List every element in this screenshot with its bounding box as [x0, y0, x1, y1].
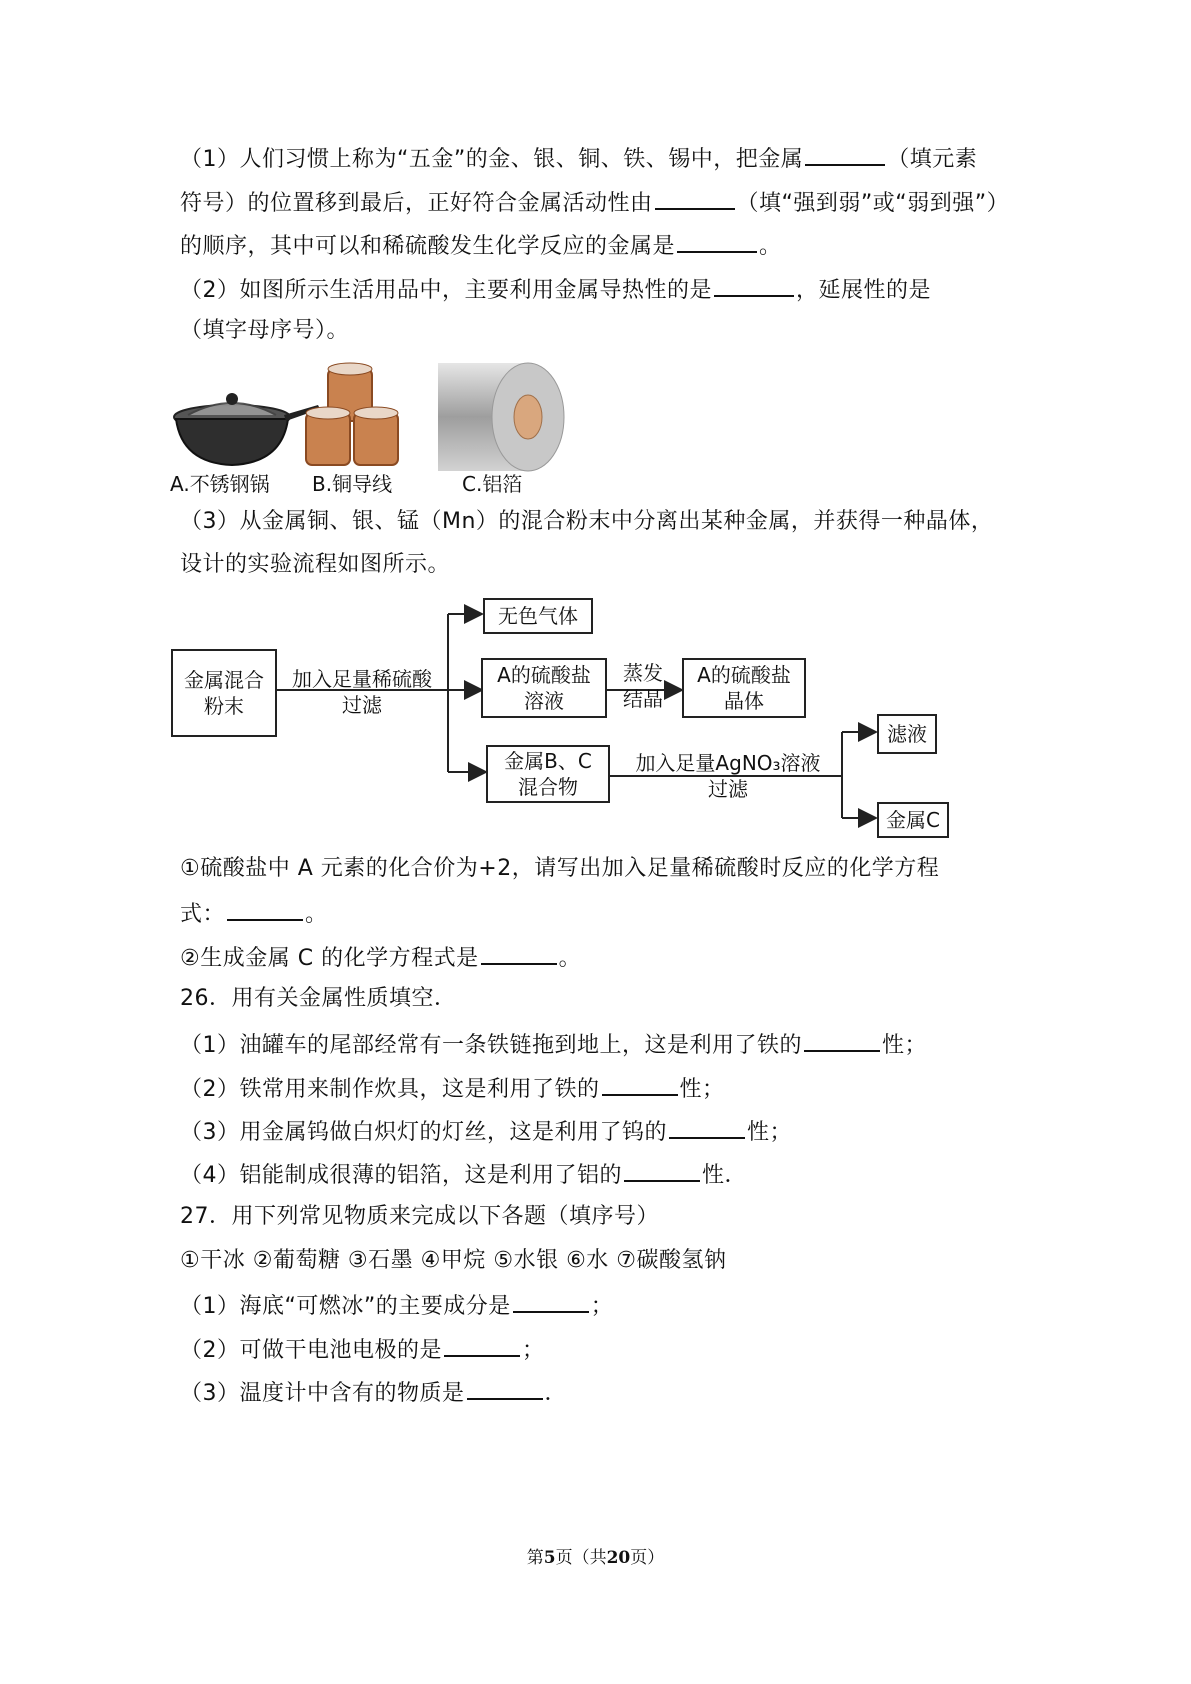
q25-3-sub1-line1: ①硫酸盐中 A 元素的化合价为+2，请写出加入足量稀硫酸时反应的化学方程 [180, 856, 940, 881]
q25-2-line2: （填字母序号）。 [180, 318, 350, 343]
q25-2-line1: （2）如图所示生活用品中，主要利用金属导热性的是 ，延展性的是 [180, 273, 931, 306]
q27-title: 27．用下列常见物质来完成以下各题（填序号） [180, 1204, 659, 1229]
q26-title: 26．用有关金属性质填空． [180, 986, 457, 1011]
flow-box-mixture: 金属混合 粉末 [171, 649, 277, 737]
page-number: 5 [543, 1548, 556, 1568]
caption-c: C.铝箔 [462, 472, 523, 496]
q26-2: （2）铁常用来制作炊具，这是利用了铁的 性； [180, 1072, 725, 1105]
flow-box-metal-c: 金属C [877, 802, 949, 838]
answer-blank[interactable] [669, 1115, 745, 1139]
answer-blank[interactable] [602, 1072, 678, 1096]
flow-box-bc-mixture: 金属B、C 混合物 [486, 745, 610, 803]
flow-label-evaporate: 蒸发 结晶 [623, 661, 663, 711]
page-total: 20 [606, 1548, 631, 1568]
answer-blank[interactable] [624, 1158, 700, 1182]
q26-1: （1）油罐车的尾部经常有一条铁链拖到地上，这是利用了铁的 性； [180, 1028, 927, 1061]
flow-box-gas: 无色气体 [483, 598, 593, 634]
q25-1-line1: （1）人们习惯上称为“五金”的金、银、铜、铁、锡中，把金属 （填元素 [180, 142, 977, 175]
q25-3-sub2: ②生成金属 C 的化学方程式是 。 [180, 941, 581, 974]
flow-box-a-crystal: A的硫酸盐 晶体 [682, 658, 806, 718]
q26-3: （3）用金属钨做白炽灯的灯丝，这是利用了钨的 性； [180, 1115, 792, 1148]
q25-1-line3: 的顺序，其中可以和稀硫酸发生化学反应的金属是 。 [180, 229, 782, 262]
caption-a: A.不锈钢锅 [170, 472, 270, 496]
q27-options: ①干冰 ②葡萄糖 ③石墨 ④甲烷 ⑤水银 ⑥水 ⑦碳酸氢钠 [180, 1248, 727, 1273]
flow-box-a-solution: A的硫酸盐 溶液 [481, 658, 607, 718]
answer-blank[interactable] [804, 1028, 880, 1052]
answer-blank[interactable] [513, 1289, 589, 1313]
caption-b: B.铜导线 [312, 472, 393, 496]
q27-1: （1）海底“可燃冰”的主要成分是 ； [180, 1289, 613, 1322]
answer-blank[interactable] [467, 1376, 543, 1400]
q25-1-line2: 符号）的位置移到最后，正好符合金属活动性由 （填“强到弱”或“弱到强”） [180, 186, 1009, 219]
q25-3-sub1-line2: 式： 。 [180, 897, 328, 930]
answer-blank[interactable] [481, 941, 557, 965]
q26-4: （4）铝能制成很薄的铝箔，这是利用了铝的 性． [180, 1158, 747, 1191]
q25-3-line1: （3）从金属铜、银、锰（Mn）的混合粉末中分离出某种金属，并获得一种晶体， [180, 509, 994, 534]
q27-2: （2）可做干电池电极的是 ； [180, 1333, 545, 1366]
q27-3: （3）温度计中含有的物质是 ． [180, 1376, 567, 1409]
answer-blank[interactable] [444, 1333, 520, 1357]
q25-3-line2: 设计的实验流程如图所示。 [180, 552, 451, 577]
flow-box-filtrate: 滤液 [877, 714, 937, 754]
page-footer: 第5页（共20页） [526, 1548, 665, 1568]
answer-blank[interactable] [227, 897, 303, 921]
flow-label-agno3: 加入足量AgNO₃溶液 过滤 [635, 751, 821, 801]
flow-label-acid: 加入足量稀硫酸 过滤 [292, 667, 432, 717]
